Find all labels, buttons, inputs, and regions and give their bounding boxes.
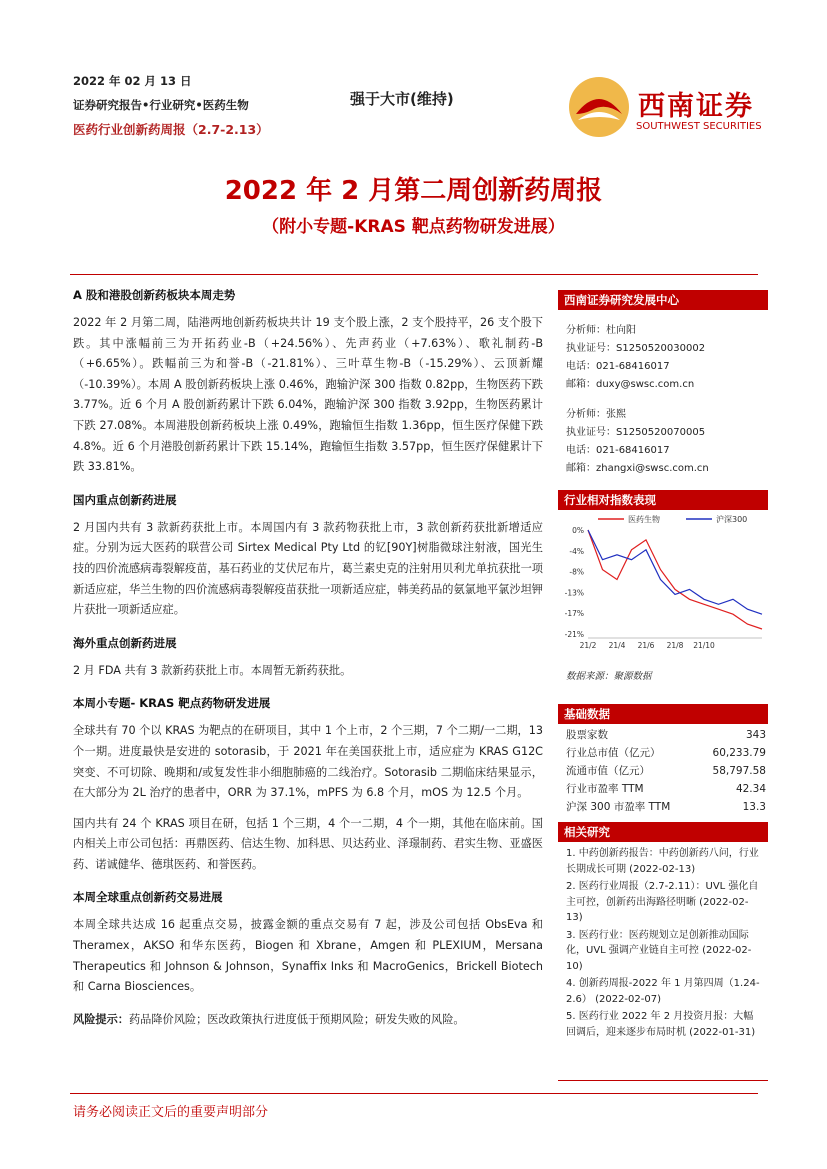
risk-text: 药品降价风险；医改政策执行进度低于预期风险；研发失败的风险。: [128, 1012, 465, 1026]
basic-data-key: 行业总市值（亿元）: [566, 747, 661, 759]
basic-data-row: [566, 744, 766, 762]
divider: [70, 274, 758, 275]
analyst-phone: 电话：021-68416017: [566, 445, 670, 456]
section-paragraph: 国内共有 24 个 KRAS 项目在研，包括 1 个三期，4 个一二期，4 个一期，其他在临床前。国内相关上市公司包括：再鼎医药、信达生物、加科思、贝达药业、泽璟制药、君实生物、亚盛医药、诺诚健华、德琪医药、和誉医药。: [73, 816, 543, 871]
footer-divider: [70, 1093, 758, 1094]
basic-data-value: 13.3: [742, 801, 766, 813]
sidebar: [558, 290, 768, 1038]
sidebar-divider: [558, 1080, 768, 1081]
data-source: 数据来源：聚源数据: [566, 671, 652, 682]
basic-data-key: 流通市值（亿元）: [566, 765, 650, 777]
series-line: [588, 530, 762, 614]
report-name: 医药行业创新药周报（2.7-2.13）: [73, 122, 269, 137]
basic-data-table: [566, 726, 766, 816]
risk-warning: [73, 1010, 543, 1031]
x-tick-label: 21/2: [579, 641, 597, 650]
basic-data-key: 沪深 300 市盈率 TTM: [566, 801, 671, 813]
related-item[interactable]: 1. 中药创新药报告：中药创新药八问，行业长期成长可期 (2022-02-13): [566, 848, 759, 875]
analyst-cert: 执业证号：S1250520070005: [566, 427, 706, 438]
legend-label: 沪深300: [716, 515, 748, 524]
logo-cn: 西南证券: [638, 91, 754, 122]
page-title: 2022 年 2 月第二周创新药周报: [224, 176, 603, 206]
section-heading: 海外重点创新药进展: [73, 635, 177, 650]
basic-data-key: 股票家数: [566, 729, 608, 741]
index-chart: [558, 512, 768, 662]
rating: 强于大市(维持): [350, 90, 454, 108]
basic-data-key: 行业市盈率 TTM: [566, 783, 644, 795]
section-heading: 本周全球重点创新药交易进展: [73, 890, 223, 905]
basic-data-row: [566, 798, 766, 816]
x-tick-label: 21/10: [693, 641, 715, 650]
x-tick-label: 21/6: [637, 641, 655, 650]
basic-data-value: 60,233.79: [712, 747, 766, 759]
index-header: 行业相对指数表现: [558, 490, 768, 510]
analyst-email[interactable]: 邮箱：duxy@swsc.com.cn: [566, 379, 695, 390]
logo-en: SOUTHWEST SECURITIES: [636, 121, 762, 132]
footer-notice: 请务必阅读正文后的重要声明部分: [73, 1105, 269, 1120]
basic-data-value: 42.34: [735, 783, 766, 795]
section-heading: 国内重点创新药进展: [73, 492, 177, 507]
section-heading: 本周小专题- KRAS 靶点药物研发进展: [73, 696, 271, 711]
main-content: [73, 287, 543, 1030]
related-item[interactable]: 4. 创新药周报-2022 年 1 月第四周（1.24-2.6） (2022-02-07): [566, 978, 760, 1005]
basic-data-row: [566, 780, 766, 798]
section-paragraph: 本周全球共达成 16 起重点交易，披露金额的重点交易有 7 起，涉及公司包括 ObsEva 和 Theramex，AKSO 和华东医药，Biogen 和 Xbrane，Amgen 和 PLEXIUM，Mersana Therapeutics 和 Johnson & Johnson，Synaffix Inks 和 MacroGenics，Brickell Biotech 和 Carna Biosciences。: [73, 918, 543, 994]
section-paragraph: 全球共有 70 个以 KRAS 为靶点的在研项目，其中 1 个上市，2 个三期，7 个二期/一二期，13 个一期。进度最快是安进的 sotorasib，于 2021 年在美国获批上市，适应症为 KRAS G12C 突变、不可切除、晚期和/或复发性非小细胞肺癌的二线治疗。Sotorasib 二期临床结果显示，在大部分为 2L 治疗的患者中，ORR 为 37.1%，mPFS 为 6.8 个月，mOS 为 12.5 个月。: [73, 724, 543, 800]
y-tick-label: 0%: [572, 526, 584, 535]
related-item[interactable]: 2. 医药行业周报（2.7-2.11）：UVL 强化自主可控，创新药出海路径明晰 (2022-02-13): [566, 881, 759, 923]
risk-label: 风险提示：: [73, 1012, 129, 1026]
y-tick-label: -4%: [569, 546, 584, 556]
related-item[interactable]: 5. 医药行业 2022 年 2 月投资月报：大幅回调后，迎来逐步布局时机 (2022-01-31): [566, 1011, 756, 1038]
section-heading: A 股和港股创新药板块本周走势: [73, 288, 236, 302]
analyst-email[interactable]: 邮箱：zhangxi@swsc.com.cn: [566, 463, 709, 474]
y-tick-label: -21%: [564, 630, 584, 639]
basic-data-header: 基础数据: [558, 704, 768, 724]
analyst-block: [558, 310, 768, 478]
logo-emblem-icon: [566, 74, 632, 140]
x-tick-label: 21/4: [608, 641, 626, 650]
basic-data-value: 343: [745, 729, 766, 741]
analyst-name: 分析师：杜向阳: [566, 325, 636, 336]
y-tick-label: -13%: [564, 588, 584, 598]
analyst-cert: 执业证号：S1250520030002: [566, 343, 706, 354]
y-tick-label: -8%: [569, 567, 584, 577]
section-paragraph: 2022 年 2 月第二周，陆港两地创新药板块共计 19 支个股上涨，2 支个股持平，26 支个股下跌。其中涨幅前三为开拓药业-B（+24.56%）、先声药业（+7.63%）、歌礼制药-B（+6.65%）。跌幅前三为和誉-B（-21.81%）、三叶草生物-B（-15.29%）、云顶新耀（-10.39%）。本周 A 股创新药板块上涨 0.46%，跑输沪深 300 指数 0.82pp，生物医药下跌 3.77%。近 6 个月 A 股创新药累计下跌 6.04%，跑输沪深 300 指数 3.92pp，生物医药累计下跌 27.08%。本周港股创新药板块上涨 0.49%，跑输恒生指数 1.36pp，恒生医疗保健下跌 4.8%。近 6 个月港股创新药累计下跌 15.14%，跑输恒生指数 3.57pp，恒生医疗保健累计下跌 33.81%。: [73, 316, 543, 474]
basic-data-row: [566, 762, 766, 780]
research-header: 西南证券研究发展中心: [558, 290, 768, 310]
related-header: 相关研究: [558, 822, 768, 842]
section-paragraph: 2 月国内共有 3 款新药获批上市。本周国内有 3 款药物获批上市，3 款创新药获批新增适应症。分别为远大医药的联营公司 Sirtex Medical Pty Ltd 的钇[90Y]树脂微球注射液，国光生技的四价流感病毒裂解疫苗，基石药业的艾伏尼布片，葛兰素史克的注射用贝利尤单抗获批一项新适应症，华兰生物的四价流感病毒裂解疫苗获批一项新适应症，韩美药品的氨氯地平氯沙坦钾片获批一项新适应症。: [73, 520, 543, 617]
page-subtitle: （附小专题-KRAS 靶点药物研发进展）: [262, 217, 565, 237]
legend-label: 医药生物: [628, 515, 660, 524]
section-paragraph: 2 月 FDA 共有 3 款新药获批上市。本周暂无新药获批。: [73, 663, 352, 677]
analyst-name: 分析师：张熙: [566, 409, 626, 420]
analyst-phone: 电话：021-68416017: [566, 361, 670, 372]
related-list: [566, 846, 762, 1042]
x-tick-label: 21/8: [666, 641, 684, 650]
report-type: 证券研究报告•行业研究•医药生物: [73, 98, 249, 112]
y-tick-label: -17%: [564, 609, 584, 619]
company-logo: [566, 72, 766, 142]
series-line: [588, 530, 762, 629]
report-date: 2022 年 02 月 13 日: [73, 74, 192, 88]
basic-data-row: [566, 726, 766, 744]
related-item[interactable]: 3. 医药行业：医药规划立足创新推动国际化，UVL 强调产业链自主可控 (2022-02-10): [566, 929, 752, 972]
basic-data-value: 58,797.58: [712, 765, 766, 777]
